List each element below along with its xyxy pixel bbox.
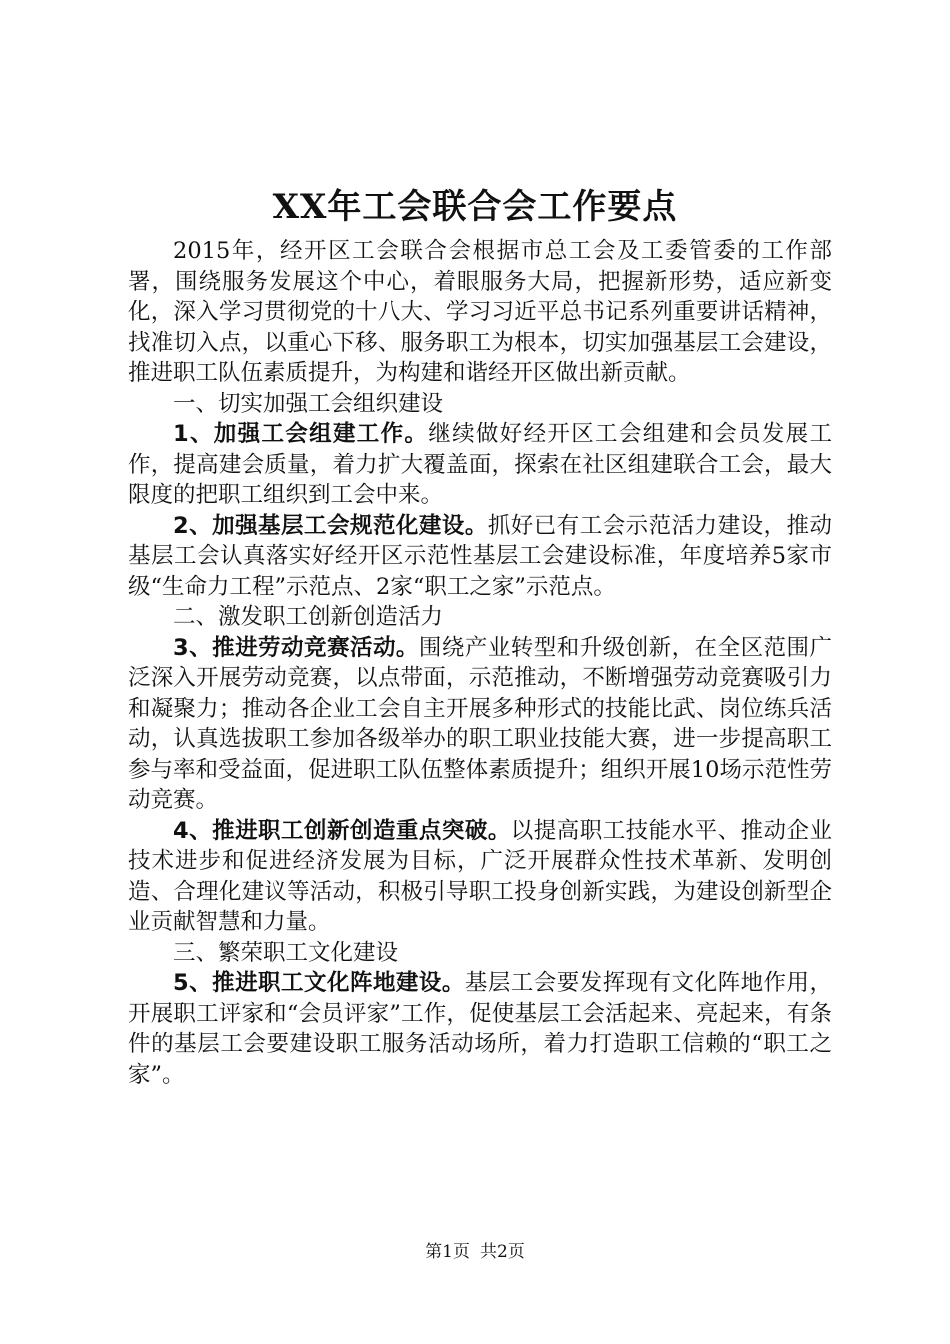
item-lead-5: 5、推进职工文化阵地建设。: [173, 970, 465, 996]
page-total: 共2页: [480, 1242, 525, 1262]
item-paragraph-5: [128, 968, 832, 1090]
item-lead-2: 2、加强基层工会规范化建设。: [173, 512, 488, 539]
section-heading-1: 一、切实加强工会组织建设: [173, 390, 444, 417]
item-lead-4: 4、推进职工创新创造重点突破。: [173, 817, 511, 844]
item-lead-1: 1、加强工会组建工作。: [173, 421, 429, 447]
item-text-4: 以提高职工技能水平、推动企业技术进步和促进经济发展为目标，广泛开展群众性技术革新、发明创造、合理化建议等活动，积极引导职工投身创新实践，为建设创新型企业贡献智慧和力量。: [128, 817, 832, 935]
item-paragraph-3: [128, 633, 832, 816]
document-title: XX年工会联合会工作要点: [272, 187, 678, 227]
section-heading-3: 三、繁荣职工文化建设: [173, 939, 399, 966]
item-text-5: 基层工会要发挥现有文化阵地作用，开展职工评家和“会员评家”工作，促使基层工会活起来、亮起来，有条件的基层工会要建设职工服务活动场所，着力打造职工信赖的“职工之家”。: [128, 970, 833, 1088]
page-footer: [0, 1241, 950, 1263]
intro-paragraph: 2015年，经开区工会联合会根据市总工会及工委管委的工作部署，围绕服务发展这个中心，着眼服务大局，把握新形势，适应新变化，深入学习贯彻党的十八大、学习习近平总书记系列重要讲话精神，找准切入点，以重心下移、服务职工为根本，切实加强基层工会建设，推进职工队伍素质提升，为构建和谐经开区做出新贡献。: [128, 238, 832, 386]
item-paragraph-4: [128, 816, 832, 938]
item-lead-3: 3、推进劳动竞赛活动。: [173, 634, 419, 661]
document-body: [128, 236, 832, 1090]
item-text-1: 继续做好经开区工会组建和会员发展工作，提高建会质量，着力扩大覆盖面，探索在社区组建联合工会，最大限度的把职工组织到工会中来。: [128, 421, 832, 508]
item-paragraph-1: [128, 419, 832, 511]
item-text-3: 围绕产业转型和升级创新，在全区范围广泛深入开展劳动竞赛，以点带面，示范推动，不断增强劳动竞赛吸引力和凝聚力；推动各企业工会自主开展多种形式的技能比武、岗位练兵活动，认真选拔职工参加各级举办的职工职业技能大赛，进一步提高职工参与率和受益面，促进职工队伍整体素质提升；组织开展10场示范性劳动竞赛。: [128, 634, 832, 813]
page-number: 第1页: [425, 1242, 470, 1262]
item-paragraph-2: [128, 511, 832, 603]
item-text-2: 抓好已有工会示范活力建设，推动基层工会认真落实好经开区示范性基层工会建设标准，年度培养5家市级“生命力工程”示范点、2家“职工之家”示范点。: [128, 512, 832, 600]
section-heading-2: 二、激发职工创新创造活力: [173, 604, 444, 630]
